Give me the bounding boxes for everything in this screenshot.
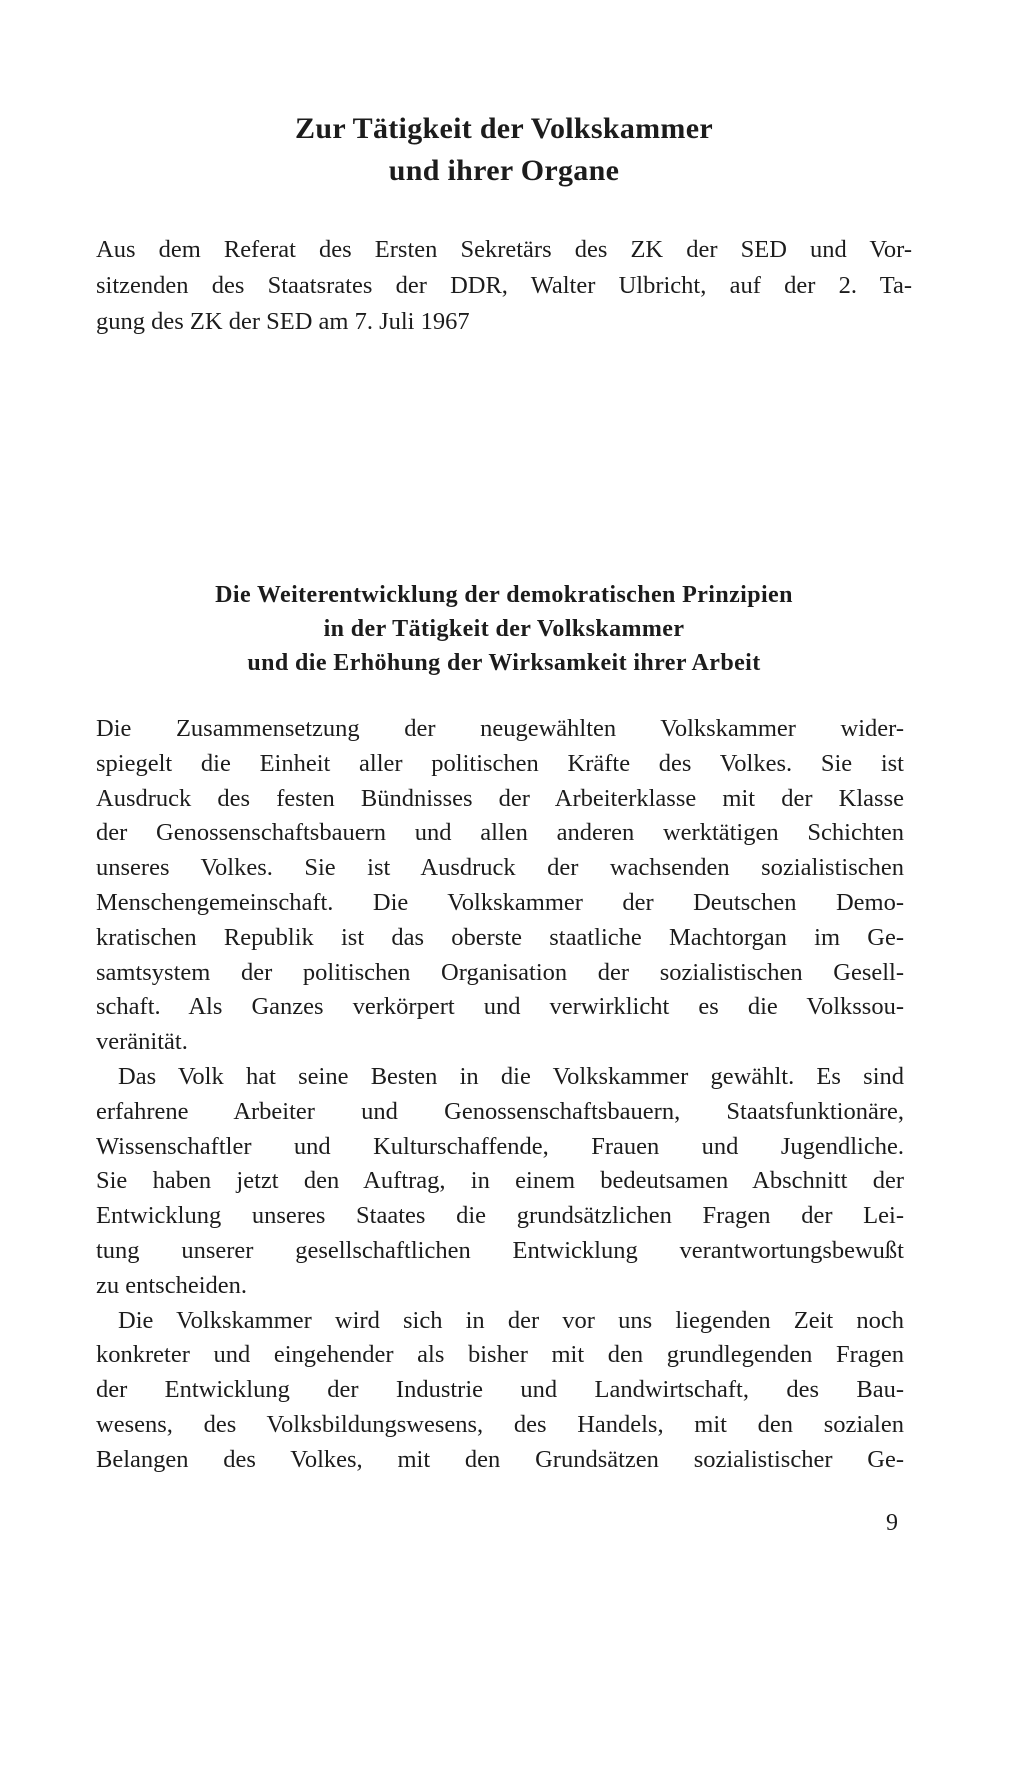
subtitle-source-note xyxy=(96,232,912,340)
page-title xyxy=(96,108,912,192)
subtitle-line-1: Aus dem Referat des Ersten Sekretärs des ZK der SED und Vor- xyxy=(96,236,912,263)
paragraph-line: unseres Volkes. Sie ist Ausdruck der wachsenden sozialistischen xyxy=(96,854,904,882)
paragraph-line: konkreter und eingehender als bisher mit den grundlegenden Fragen xyxy=(96,1341,904,1369)
paragraph-line: Das Volk hat seine Besten in die Volkskammer gewählt. Es sind xyxy=(118,1062,904,1090)
body-text xyxy=(96,712,904,1478)
paragraph-line: Die Volkskammer wird sich in der vor uns liegenden Zeit noch xyxy=(118,1306,904,1334)
page-number: 9 xyxy=(886,1510,898,1536)
title-line-1: Zur Tätigkeit der Volkskammer xyxy=(295,112,713,145)
paragraph-line: samtsystem der politischen Organisation der sozialistischen Gesell- xyxy=(96,958,904,986)
paragraph-line: tung unserer gesellschaftlichen Entwicklung verantwortungsbewußt xyxy=(96,1236,904,1264)
section-heading-line-3: und die Erhöhung der Wirksamkeit ihrer Arbeit xyxy=(247,650,761,676)
paragraph-line: spiegelt die Einheit aller politischen Kräfte des Volkes. Sie ist xyxy=(96,749,904,777)
paragraph-2 xyxy=(96,1060,904,1304)
paragraph-line: Ausdruck des festen Bündnisses der Arbeiterklasse mit der Klasse xyxy=(96,784,904,812)
paragraph-line: Menschengemeinschaft. Die Volkskammer der Deutschen Demo- xyxy=(96,888,904,916)
section-heading-line-2: in der Tätigkeit der Volkskammer xyxy=(323,616,685,642)
paragraph-line: schaft. Als Ganzes verkörpert und verwirklicht es die Volkssou- xyxy=(96,993,904,1021)
paragraph-3 xyxy=(96,1304,904,1478)
paragraph-line: der Entwicklung der Industrie und Landwirtschaft, des Bau- xyxy=(96,1376,904,1404)
paragraph-line: erfahrene Arbeiter und Genossenschaftsbauern, Staatsfunktionäre, xyxy=(96,1097,904,1125)
section-heading xyxy=(96,578,912,680)
paragraph-line: Entwicklung unseres Staates die grundsätzlichen Fragen der Lei- xyxy=(96,1202,904,1230)
paragraph-line: veränität. xyxy=(96,1028,188,1056)
paragraph-line: der Genossenschaftsbauern und allen anderen werktätigen Schichten xyxy=(96,819,904,847)
title-line-2: und ihrer Organe xyxy=(388,154,620,187)
paragraph-line: kratischen Republik ist das oberste staatliche Machtorgan im Ge- xyxy=(96,923,904,951)
paragraph-line: Sie haben jetzt den Auftrag, in einem bedeutsamen Abschnitt der xyxy=(96,1167,904,1195)
paragraph-1 xyxy=(96,712,904,1060)
subtitle-line-2: sitzenden des Staatsrates der DDR, Walter Ulbricht, auf der 2. Ta- xyxy=(96,272,912,299)
paragraph-line: Wissenschaftler und Kulturschaffende, Frauen und Jugendliche. xyxy=(96,1132,904,1160)
subtitle-line-3: gung des ZK der SED am 7. Juli 1967 xyxy=(96,308,470,335)
paragraph-line: wesens, des Volksbildungswesens, des Handels, mit den sozialen xyxy=(96,1410,904,1438)
paragraph-line: zu entscheiden. xyxy=(96,1271,248,1299)
paragraph-line: Die Zusammensetzung der neugewählten Volkskammer wider- xyxy=(96,715,904,742)
section-heading-line-1: Die Weiterentwicklung der demokratischen Prinzipien xyxy=(215,582,793,608)
paragraph-line: Belangen des Volkes, mit den Grundsätzen sozialistischer Ge- xyxy=(96,1445,904,1473)
